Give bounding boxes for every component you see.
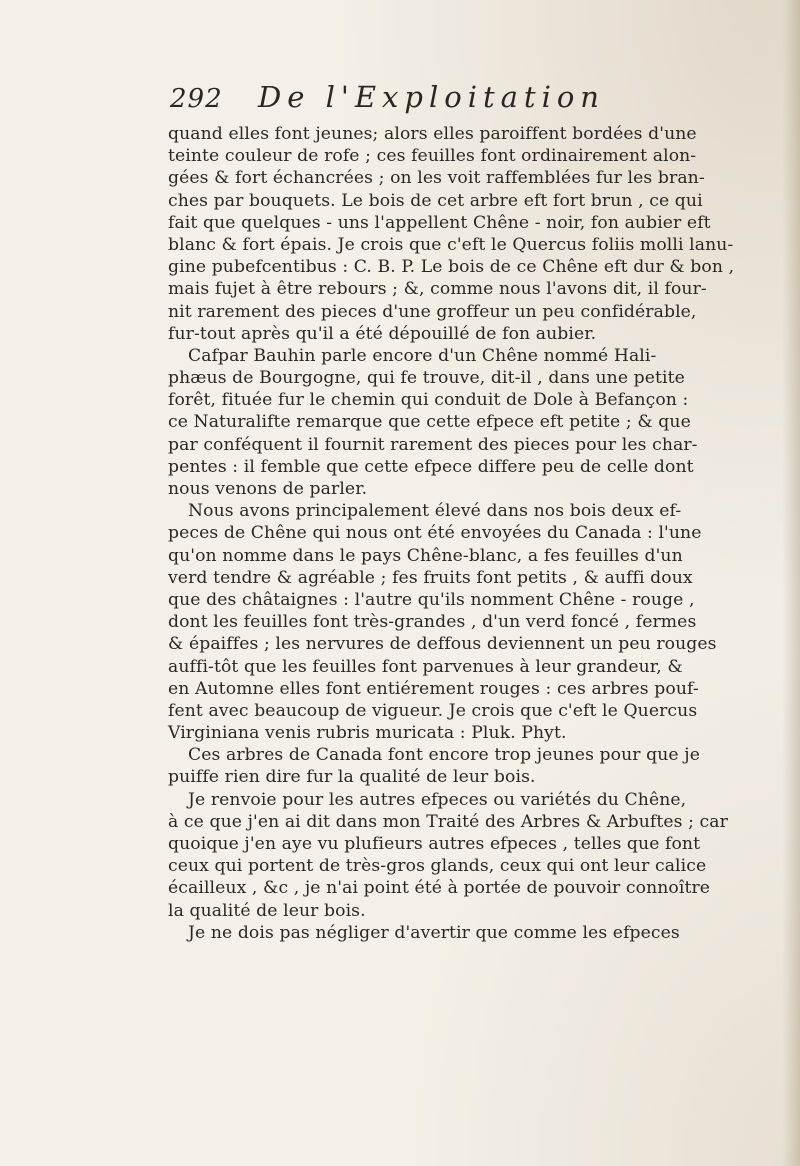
text-line: peces de Chêne qui nous ont été envoyées du Canada : l'une xyxy=(168,523,702,544)
text-line: phæus de Bourgogne, qui fe trouve, dit-il , dans une petite xyxy=(168,368,685,389)
text-line: que des châtaignes : l'autre qu'ils nomment Chêne - rouge , xyxy=(168,589,695,610)
paragraph-start-line: Cafpar Bauhin parle encore d'un Chêne nommé Hali- xyxy=(188,345,657,366)
text-line: par conféquent il fournit rarement des pieces pour les char- xyxy=(168,434,698,455)
text-line: ceux qui portent de très-gros glands, ceux qui ont leur calice xyxy=(168,856,707,877)
page-body-text xyxy=(168,123,735,944)
paragraph-end-line: nous venons de parler. xyxy=(168,479,368,499)
paragraph-start-line: Je ne dois pas négliger d'avertir que comme les efpeces xyxy=(188,922,680,943)
text-line: gées & fort échancrées ; on les voit raffemblées fur les bran- xyxy=(168,168,705,189)
text-line: quoique j'en aye vu plufieurs autres efpeces , telles que font xyxy=(168,834,701,854)
text-line: mais fujet à être rebours ; &, comme nous l'avons dit, il four- xyxy=(168,279,707,300)
paragraph-end-line: la qualité de leur bois. xyxy=(168,900,366,921)
paragraph-end-line: Virginiana venis rubris muricata : Pluk. Phyt. xyxy=(168,723,567,744)
text-line: pentes : il femble que cette efpece differe peu de celle dont xyxy=(168,456,694,477)
text-line: fait que quelques - uns l'appellent Chêne - noir, fon aubier eft xyxy=(168,212,711,233)
text-line: teinte couleur de rofe ; ces feuilles font ordinairement alon- xyxy=(168,146,697,167)
text-line: & épaiffes ; les nervures de deffous deviennent un peu rouges xyxy=(168,634,717,655)
text-line: forêt, fituée fur le chemin qui conduit de Dole à Befançon : xyxy=(168,390,689,411)
paragraph-end-line: puiffe rien dire fur la qualité de leur bois. xyxy=(168,767,536,788)
page-header xyxy=(170,80,650,120)
text-line: nit rarement des pieces d'une groffeur un peu confidérable, xyxy=(168,301,697,322)
text-line: dont les feuilles font très-grandes , d'un verd foncé , fermes xyxy=(168,612,697,633)
text-line: auffi-tôt que les feuilles font parvenues à leur grandeur, & xyxy=(168,656,683,677)
text-line: fent avec beaucoup de vigueur. Je crois que c'eft le Quercus xyxy=(168,700,698,721)
page-number: 292 xyxy=(170,84,223,114)
paragraph-start-line: Nous avons principalement élevé dans nos bois deux ef- xyxy=(188,501,682,522)
text-line: à ce que j'en ai dit dans mon Traité des Arbres & Arbuftes ; car xyxy=(168,811,728,832)
text-line: écailleux , &c , je n'ai point été à portée de pouvoir connoître xyxy=(168,878,711,899)
page-edge-shadow xyxy=(782,0,800,1166)
paragraph-end-line: fur-tout après qu'il a été dépouillé de fon aubier. xyxy=(168,323,597,344)
text-line: verd tendre & agréable ; fes fruits font petits , & auffi doux xyxy=(168,567,693,588)
text-line: ches par bouquets. Le bois de cet arbre eft fort brun , ce qui xyxy=(168,190,703,211)
running-title: De l'Exploitation xyxy=(258,80,605,114)
paragraph-start-line: Je renvoie pour les autres efpeces ou variétés du Chêne, xyxy=(188,789,687,810)
text-line: en Automne elles font entiérement rouges : ces arbres pouf- xyxy=(168,678,699,699)
paragraph-start-line: Ces arbres de Canada font encore trop jeunes pour que je xyxy=(188,745,700,766)
text-line: gine pubefcentibus : C. B. P. Le bois de ce Chêne eft dur & bon , xyxy=(168,257,735,278)
text-line: blanc & fort épais. Je crois que c'eft le Quercus foliis molli lanu- xyxy=(168,234,734,255)
text-line: quand elles font jeunes; alors elles paroiffent bordées d'une xyxy=(168,124,697,144)
text-line: qu'on nomme dans le pays Chêne-blanc, a fes feuilles d'un xyxy=(168,545,683,566)
text-line: ce Naturalifte remarque que cette efpece eft petite ; & que xyxy=(168,412,691,433)
